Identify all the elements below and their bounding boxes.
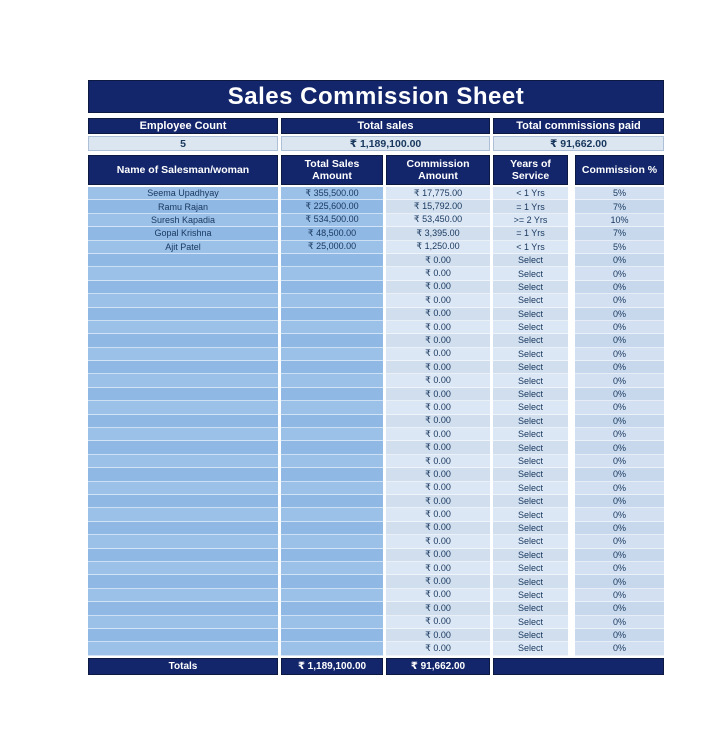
percent-cell: 0% [575,361,664,374]
years-select-cell[interactable]: Select [493,361,568,374]
sales-cell[interactable]: ₹ 48,500.00 [281,227,383,240]
totals-row [88,658,664,675]
percent-cell: 0% [575,549,664,562]
years-select-cell[interactable]: Select [493,455,568,468]
employee-count-value: 5 [88,136,278,151]
summary-header-row [88,118,664,134]
name-cell[interactable] [88,629,278,642]
years-select-cell[interactable]: Select [493,508,568,521]
years-select-cell[interactable]: Select [493,401,568,414]
percent-cell: 0% [575,455,664,468]
years-select-cell[interactable]: Select [493,495,568,508]
years-select-cell[interactable]: Select [493,535,568,548]
name-cell[interactable] [88,267,278,280]
table-column-headers [88,155,664,185]
commission-cell: ₹ 0.00 [386,361,490,374]
percent-cell: 5% [575,187,664,200]
sales-cell[interactable] [281,374,383,387]
sales-cell[interactable] [281,267,383,280]
commission-cell: ₹ 0.00 [386,535,490,548]
commission-cell: ₹ 0.00 [386,334,490,347]
commission-cell: ₹ 0.00 [386,281,490,294]
sales-cell[interactable]: ₹ 355,500.00 [281,187,383,200]
name-cell[interactable] [88,254,278,267]
percent-cell: 0% [575,629,664,642]
name-cell[interactable] [88,294,278,307]
percent-cell: 0% [575,334,664,347]
percent-cell: 0% [575,508,664,521]
commission-cell: ₹ 15,792.00 [386,200,490,213]
sales-cell[interactable] [281,348,383,361]
years-select-cell[interactable]: Select [493,267,568,280]
sales-cell[interactable] [281,455,383,468]
sales-cell[interactable] [281,589,383,602]
name-cell[interactable] [88,616,278,629]
years-select-cell[interactable]: < 1 Yrs [493,241,568,254]
years-select-cell[interactable]: Select [493,616,568,629]
percent-cell: 0% [575,321,664,334]
commission-cell: ₹ 0.00 [386,321,490,334]
sales-cell[interactable] [281,616,383,629]
name-cell[interactable] [88,321,278,334]
commission-cell: ₹ 0.00 [386,294,490,307]
name-cell[interactable] [88,348,278,361]
commission-cell: ₹ 0.00 [386,508,490,521]
name-cell[interactable] [88,589,278,602]
column-header-years: Years of Service [493,155,568,185]
percent-cell: 0% [575,308,664,321]
percent-cell: 10% [575,214,664,227]
sales-cell[interactable] [281,321,383,334]
percent-cell: 0% [575,575,664,588]
years-select-cell[interactable]: Select [493,629,568,642]
sales-cell[interactable] [281,401,383,414]
total-commissions-value: ₹ 91,662.00 [493,136,664,151]
commission-cell: ₹ 0.00 [386,401,490,414]
sales-cell[interactable] [281,642,383,655]
sales-cell[interactable]: ₹ 25,000.00 [281,241,383,254]
column-header-name: Name of Salesman/woman [88,155,278,185]
name-cell[interactable] [88,575,278,588]
commission-cell: ₹ 0.00 [386,415,490,428]
name-cell[interactable] [88,482,278,495]
percent-cell: 0% [575,602,664,615]
commission-cell: ₹ 0.00 [386,374,490,387]
name-cell[interactable] [88,308,278,321]
sales-cell[interactable] [281,535,383,548]
percent-cell: 0% [575,482,664,495]
years-select-cell[interactable]: Select [493,589,568,602]
commission-cell: ₹ 0.00 [386,468,490,481]
years-select-cell[interactable]: Select [493,334,568,347]
percent-cell: 0% [575,468,664,481]
sales-cell[interactable] [281,508,383,521]
years-select-cell[interactable]: Select [493,281,568,294]
column-header-sales: Total Sales Amount [281,155,383,185]
percent-cell: 0% [575,428,664,441]
sales-cell[interactable] [281,549,383,562]
commission-cell: ₹ 0.00 [386,441,490,454]
percent-cell: 0% [575,589,664,602]
years-select-cell[interactable]: = 1 Yrs [493,227,568,240]
commission-cell: ₹ 0.00 [386,455,490,468]
percent-cell: 0% [575,441,664,454]
sheet-title: Sales Commission Sheet [88,80,664,113]
percent-cell: 0% [575,281,664,294]
percent-cell: 0% [575,348,664,361]
name-cell[interactable] [88,334,278,347]
commission-cell: ₹ 0.00 [386,549,490,562]
name-cell[interactable] [88,281,278,294]
name-cell[interactable] [88,441,278,454]
name-cell[interactable]: Gopal Krishna [88,227,278,240]
name-cell[interactable] [88,562,278,575]
name-cell[interactable]: Ajit Patel [88,241,278,254]
name-cell[interactable] [88,415,278,428]
percent-cell: 7% [575,200,664,213]
column-header-percent: Commission % [575,155,664,185]
commission-cell: ₹ 0.00 [386,642,490,655]
name-cell[interactable] [88,401,278,414]
percent-cell: 0% [575,267,664,280]
percent-cell: 0% [575,522,664,535]
name-cell[interactable] [88,508,278,521]
sales-cell[interactable] [281,281,383,294]
name-cell[interactable] [88,549,278,562]
years-select-cell[interactable]: = 1 Yrs [493,200,568,213]
percent-cell: 0% [575,294,664,307]
sales-cell[interactable] [281,388,383,401]
years-select-cell[interactable]: Select [493,388,568,401]
percent-cell: 0% [575,254,664,267]
years-select-cell[interactable]: Select [493,321,568,334]
name-cell[interactable] [88,602,278,615]
commission-cell: ₹ 17,775.00 [386,187,490,200]
years-select-cell[interactable]: Select [493,415,568,428]
name-cell[interactable]: Ramu Rajan [88,200,278,213]
name-cell[interactable] [88,535,278,548]
column-header-commission: Commission Amount [386,155,490,185]
sales-cell[interactable] [281,629,383,642]
years-select-cell[interactable]: Select [493,468,568,481]
percent-cell: 0% [575,374,664,387]
total-sales-header: Total sales [281,118,490,134]
years-select-cell[interactable]: Select [493,549,568,562]
sales-cell[interactable] [281,562,383,575]
commission-cell: ₹ 0.00 [386,254,490,267]
years-select-cell[interactable]: Select [493,374,568,387]
sales-cell[interactable] [281,415,383,428]
name-cell[interactable]: Suresh Kapadia [88,214,278,227]
years-select-cell[interactable]: Select [493,522,568,535]
totals-commission-value: ₹ 91,662.00 [386,658,490,675]
sales-cell[interactable]: ₹ 534,500.00 [281,214,383,227]
years-select-cell[interactable]: Select [493,441,568,454]
sales-cell[interactable] [281,482,383,495]
years-select-cell[interactable]: Select [493,294,568,307]
percent-cell: 7% [575,227,664,240]
years-select-cell[interactable]: Select [493,562,568,575]
percent-cell: 5% [575,241,664,254]
name-cell[interactable] [88,468,278,481]
commission-cell: ₹ 0.00 [386,348,490,361]
percent-cell: 0% [575,495,664,508]
years-select-cell[interactable]: Select [493,575,568,588]
sales-cell[interactable] [281,254,383,267]
name-cell[interactable] [88,455,278,468]
years-select-cell[interactable]: Select [493,482,568,495]
percent-cell: 0% [575,535,664,548]
years-select-cell[interactable]: Select [493,602,568,615]
employee-count-header: Employee Count [88,118,278,134]
sales-cell[interactable] [281,441,383,454]
name-cell[interactable] [88,428,278,441]
percent-cell: 0% [575,616,664,629]
commission-cell: ₹ 3,395.00 [386,227,490,240]
name-cell[interactable] [88,374,278,387]
summary-value-row [88,136,664,151]
years-select-cell[interactable]: Select [493,348,568,361]
sales-commission-sheet [88,80,664,675]
totals-label: Totals [88,658,278,675]
name-cell[interactable]: Seema Upadhyay [88,187,278,200]
sales-cell[interactable] [281,428,383,441]
commission-cell: ₹ 0.00 [386,428,490,441]
total-sales-value: ₹ 1,189,100.00 [281,136,490,151]
years-select-cell[interactable]: Select [493,308,568,321]
commission-cell: ₹ 0.00 [386,482,490,495]
sales-cell[interactable] [281,308,383,321]
years-select-cell[interactable]: < 1 Yrs [493,187,568,200]
commission-cell: ₹ 0.00 [386,388,490,401]
commission-cell: ₹ 0.00 [386,629,490,642]
sales-cell[interactable]: ₹ 225,600.00 [281,200,383,213]
percent-cell: 0% [575,388,664,401]
years-select-cell[interactable]: Select [493,254,568,267]
sales-cell[interactable] [281,495,383,508]
commission-cell: ₹ 0.00 [386,562,490,575]
commission-cell: ₹ 1,250.00 [386,241,490,254]
sales-cell[interactable] [281,294,383,307]
commission-cell: ₹ 0.00 [386,602,490,615]
table-body [88,187,664,656]
sales-cell[interactable] [281,334,383,347]
percent-cell: 0% [575,562,664,575]
commission-cell: ₹ 0.00 [386,575,490,588]
commission-cell: ₹ 0.00 [386,522,490,535]
name-cell[interactable] [88,642,278,655]
sales-cell[interactable] [281,361,383,374]
totals-empty-block [493,658,664,675]
commission-cell: ₹ 0.00 [386,589,490,602]
sales-cell[interactable] [281,602,383,615]
commission-cell: ₹ 53,450.00 [386,214,490,227]
years-select-cell[interactable]: Select [493,642,568,655]
years-select-cell[interactable]: Select [493,428,568,441]
name-cell[interactable] [88,361,278,374]
commission-cell: ₹ 0.00 [386,308,490,321]
name-cell[interactable] [88,522,278,535]
sales-cell[interactable] [281,468,383,481]
percent-cell: 0% [575,415,664,428]
years-select-cell[interactable]: >= 2 Yrs [493,214,568,227]
name-cell[interactable] [88,495,278,508]
percent-cell: 0% [575,642,664,655]
totals-sales-value: ₹ 1,189,100.00 [281,658,383,675]
commission-cell: ₹ 0.00 [386,495,490,508]
sales-cell[interactable] [281,575,383,588]
total-commissions-header: Total commissions paid [493,118,664,134]
commission-cell: ₹ 0.00 [386,616,490,629]
sales-cell[interactable] [281,522,383,535]
commission-cell: ₹ 0.00 [386,267,490,280]
percent-cell: 0% [575,401,664,414]
name-cell[interactable] [88,388,278,401]
